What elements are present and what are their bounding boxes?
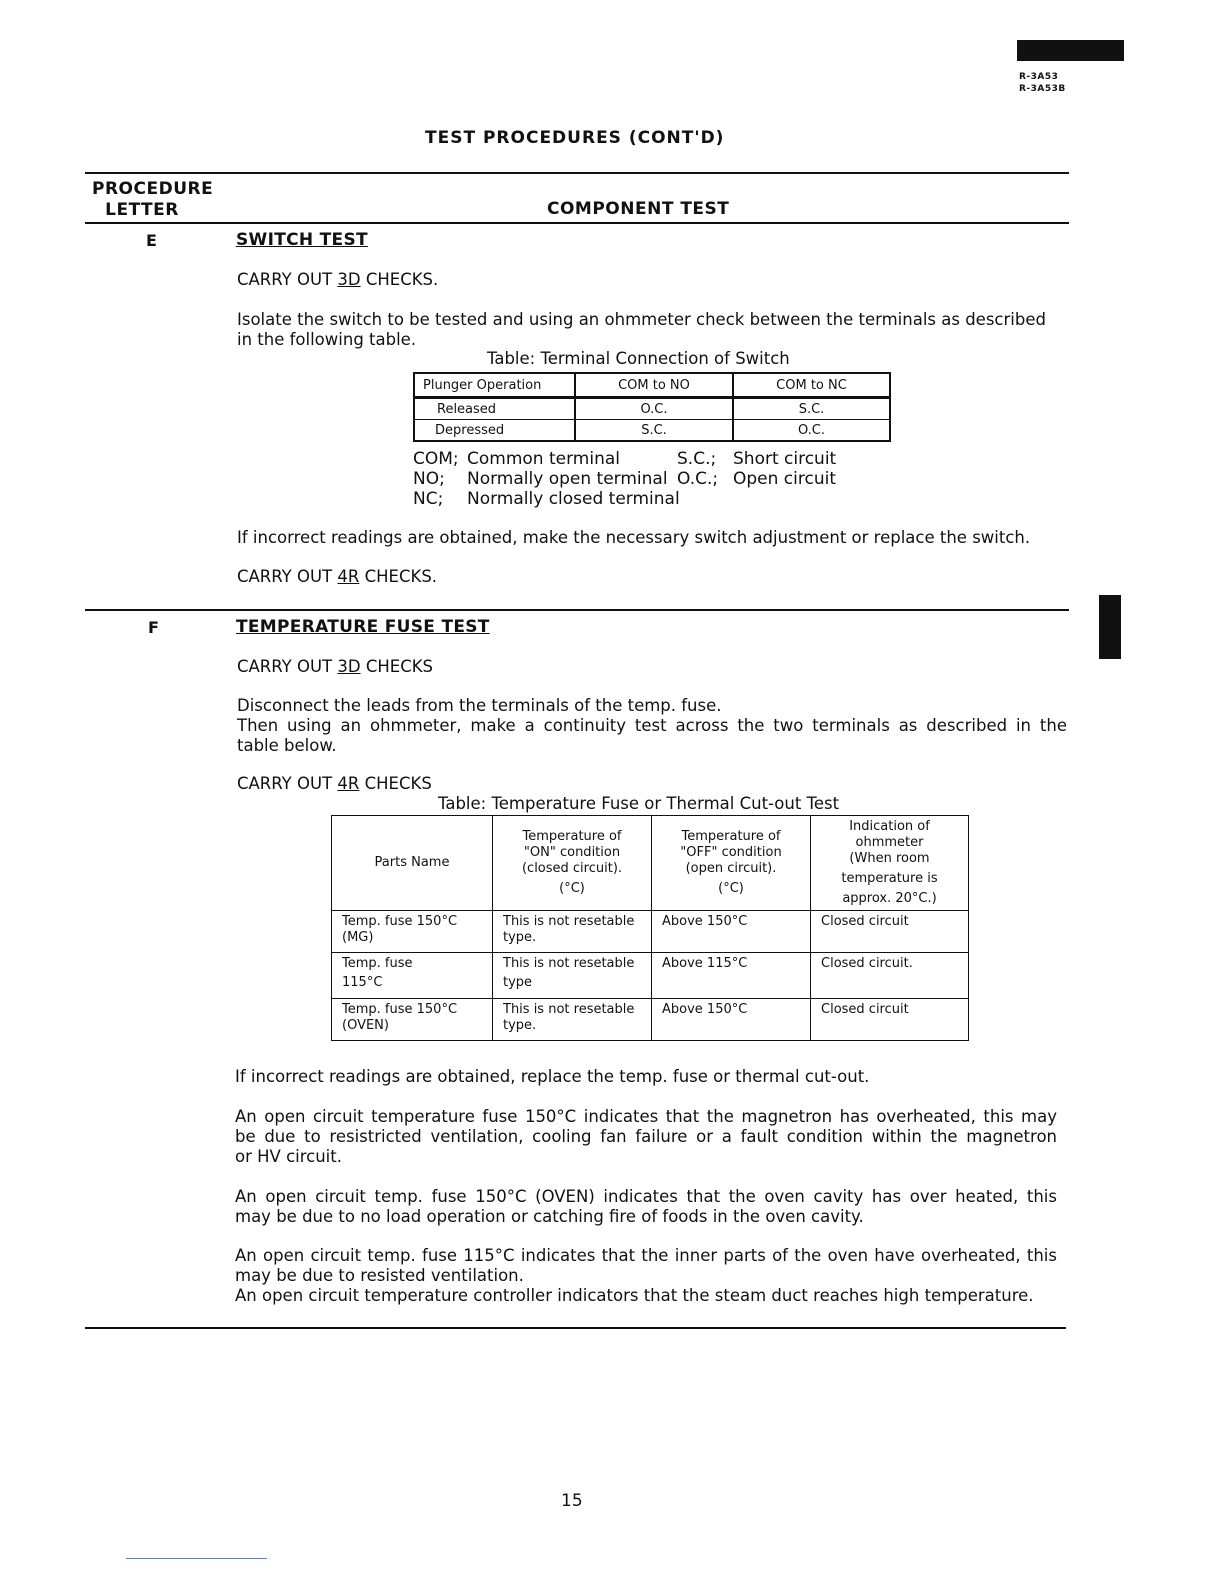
temperature-fuse-test-title: TEMPERATURE FUSE TEST <box>236 617 490 637</box>
cell-line: This is not resetable <box>503 914 635 929</box>
header-text: (When room <box>849 851 930 866</box>
legend-abbr: O.C.; <box>677 469 719 489</box>
table-row <box>332 953 969 999</box>
table-cell <box>652 911 811 953</box>
header-text: approx. 20°C.) <box>842 891 937 906</box>
legend-abbr: NC; <box>413 489 444 509</box>
check-code-3d: 3D <box>337 270 361 289</box>
cell-line: (MG) <box>342 930 374 945</box>
header-text: (closed circuit). <box>521 861 623 876</box>
switch-terminal-table <box>413 372 891 442</box>
header-top-rule <box>85 172 1069 174</box>
procedure-column-header <box>92 179 214 221</box>
table-header-cell: Plunger Operation <box>414 373 575 398</box>
table-cell <box>652 953 811 999</box>
cell-line: Temp. fuse <box>342 956 413 971</box>
header-text: (°C) <box>559 881 585 896</box>
switch-test-title: SWITCH TEST <box>236 230 368 250</box>
table-cell <box>493 999 652 1041</box>
table-cell <box>332 911 493 953</box>
component-column-header: COMPONENT TEST <box>547 199 730 219</box>
para-line: be due to resistricted ventilation, cooling fan failure or a fault condition within the magnetron <box>235 1127 1057 1146</box>
table-row <box>332 911 969 953</box>
header-text: Parts Name <box>374 855 450 870</box>
cell-line: type <box>503 975 533 990</box>
switch-incorrect-readings: If incorrect readings are obtained, make the necessary switch adjustment or replace the switch. <box>237 528 1031 547</box>
legend-desc: Normally open terminal <box>467 469 668 489</box>
para-line: An open circuit temp. fuse 150°C (OVEN) indicates that the oven cavity has over heated, this <box>235 1187 1057 1206</box>
procedure-letter-f: F <box>148 618 159 637</box>
header-text: Indication of <box>849 819 930 834</box>
cell-line: type. <box>503 1018 537 1033</box>
table-cell <box>811 911 969 953</box>
switch-table-caption: Table: Terminal Connection of Switch <box>487 349 790 368</box>
side-tab-marker <box>1099 595 1121 659</box>
legend-line <box>413 489 836 509</box>
legend-desc: Normally closed terminal <box>467 489 680 509</box>
cell-line: Above 150°C <box>662 1002 748 1017</box>
para-line: An open circuit temperature fuse 150°C indicates that the magnetron has overheated, this may <box>235 1107 1057 1126</box>
cell-line: Closed circuit <box>821 914 909 929</box>
table-header-cell <box>811 816 969 911</box>
table-header-row <box>414 373 890 398</box>
disconnect-instruction: Disconnect the leads from the terminals of the temp. fuse. <box>237 696 722 715</box>
carry-out-suffix: CHECKS <box>360 657 434 676</box>
carry-out-3d-checks-f <box>237 657 433 677</box>
table-cell <box>332 999 493 1041</box>
header-text: ohmmeter <box>855 835 924 850</box>
isolate-line-2: in the following table. <box>237 330 417 349</box>
para-line: may be due to resisted ventilation. <box>235 1266 524 1285</box>
continuity-line-1: Then using an ohmmeter, make a continuity test across the two terminals as described in the <box>237 716 1067 735</box>
header-text: (open circuit). <box>685 861 777 876</box>
carry-out-prefix: CARRY OUT <box>237 567 338 586</box>
magnetron-paragraph <box>235 1107 1057 1167</box>
carry-out-4r-checks <box>237 567 437 587</box>
header-text: temperature is <box>841 871 938 886</box>
cell-line: Above 115°C <box>662 956 748 971</box>
cell-line: Closed circuit <box>821 1002 909 1017</box>
cell-line: type. <box>503 930 537 945</box>
procedure-header-line2: LETTER <box>105 200 179 220</box>
table-cell: S.C. <box>575 420 733 442</box>
inner-parts-paragraph <box>235 1246 1057 1306</box>
continuity-instruction <box>237 716 1067 756</box>
cell-line: (OVEN) <box>342 1018 389 1033</box>
cell-line: 115°C <box>342 975 383 990</box>
check-code-4r: 4R <box>337 567 360 586</box>
legend-desc: Short circuit <box>733 449 837 469</box>
header-text: Temperature of <box>681 829 781 844</box>
legend-abbr: NO; <box>413 469 445 489</box>
table-cell: O.C. <box>733 420 890 442</box>
scan-artifact-line <box>126 1558 267 1559</box>
table-row <box>414 398 890 420</box>
oven-fuse-paragraph <box>235 1187 1057 1227</box>
page-number: 15 <box>561 1491 583 1511</box>
table-cell: O.C. <box>575 398 733 420</box>
legend-desc: Open circuit <box>733 469 837 489</box>
model-number-1: R-3A53 <box>1019 72 1059 82</box>
carry-out-prefix: CARRY OUT <box>237 270 338 289</box>
cell-line: Above 150°C <box>662 914 748 929</box>
header-text: "OFF" condition <box>680 845 782 860</box>
table-cell: Depressed <box>414 420 575 442</box>
header-text: Temperature of <box>522 829 622 844</box>
header-text: "ON" condition <box>523 845 621 860</box>
carry-out-suffix: CHECKS. <box>360 270 439 289</box>
legend-desc: Common terminal <box>467 449 620 469</box>
table-header-cell <box>652 816 811 911</box>
table-cell <box>332 953 493 999</box>
table-row <box>332 999 969 1041</box>
check-code-4r: 4R <box>337 774 360 793</box>
table-cell <box>811 953 969 999</box>
table-cell <box>493 953 652 999</box>
switch-legend <box>413 449 836 509</box>
footer-rule <box>85 1327 1066 1329</box>
para-line: or HV circuit. <box>235 1147 342 1166</box>
table-cell <box>811 999 969 1041</box>
carry-out-suffix: CHECKS <box>359 774 432 793</box>
legend-abbr: S.C.; <box>677 449 717 469</box>
para-line: An open circuit temperature controller indicators that the steam duct reaches high temperature. <box>235 1286 1034 1305</box>
isolate-instruction <box>237 310 1067 350</box>
table-cell <box>652 999 811 1041</box>
para-line: may be due to no load operation or catching fire of foods in the oven cavity. <box>235 1207 864 1226</box>
carry-out-prefix: CARRY OUT <box>237 774 338 793</box>
table-cell: Released <box>414 398 575 420</box>
table-header-cell: COM to NO <box>575 373 733 398</box>
table-header-cell: COM to NC <box>733 373 890 398</box>
cell-line: This is not resetable <box>503 1002 635 1017</box>
carry-out-4r-checks-f <box>237 774 432 794</box>
header-bottom-rule <box>85 222 1069 224</box>
check-code-3d: 3D <box>337 657 361 676</box>
carry-out-prefix: CARRY OUT <box>237 657 338 676</box>
para-line: An open circuit temp. fuse 115°C indicates that the inner parts of the oven have overheated, this <box>235 1246 1057 1265</box>
table-header-cell <box>332 816 493 911</box>
procedure-header-line1: PROCEDURE <box>92 179 214 199</box>
carry-out-suffix: CHECKS. <box>359 567 438 586</box>
fuse-table-caption: Table: Temperature Fuse or Thermal Cut-out Test <box>438 794 840 813</box>
section-divider <box>85 609 1069 611</box>
cell-line: Temp. fuse 150°C <box>342 1002 458 1017</box>
cell-line: This is not resetable <box>503 956 635 971</box>
model-number-2: R-3A53B <box>1019 84 1066 94</box>
table-row <box>414 420 890 442</box>
legend-line <box>413 449 836 469</box>
page-tab-marker <box>1017 40 1124 61</box>
table-cell <box>493 911 652 953</box>
cell-line: Temp. fuse 150°C <box>342 914 458 929</box>
page-title: TEST PROCEDURES (CONT'D) <box>425 128 725 148</box>
fuse-incorrect-readings: If incorrect readings are obtained, replace the temp. fuse or thermal cut-out. <box>235 1067 870 1086</box>
table-header-cell <box>493 816 652 911</box>
continuity-line-2: table below. <box>237 736 337 755</box>
carry-out-3d-checks <box>237 270 438 290</box>
legend-abbr: COM; <box>413 449 459 469</box>
table-header-row <box>332 816 969 911</box>
table-cell: S.C. <box>733 398 890 420</box>
cell-line: Closed circuit. <box>821 956 913 971</box>
temperature-fuse-table <box>331 815 969 1041</box>
procedure-letter-e: E <box>146 231 157 250</box>
header-text: (°C) <box>718 881 744 896</box>
isolate-line-1: Isolate the switch to be tested and using an ohmmeter check between the terminals as described <box>237 310 1046 329</box>
legend-line <box>413 469 836 489</box>
